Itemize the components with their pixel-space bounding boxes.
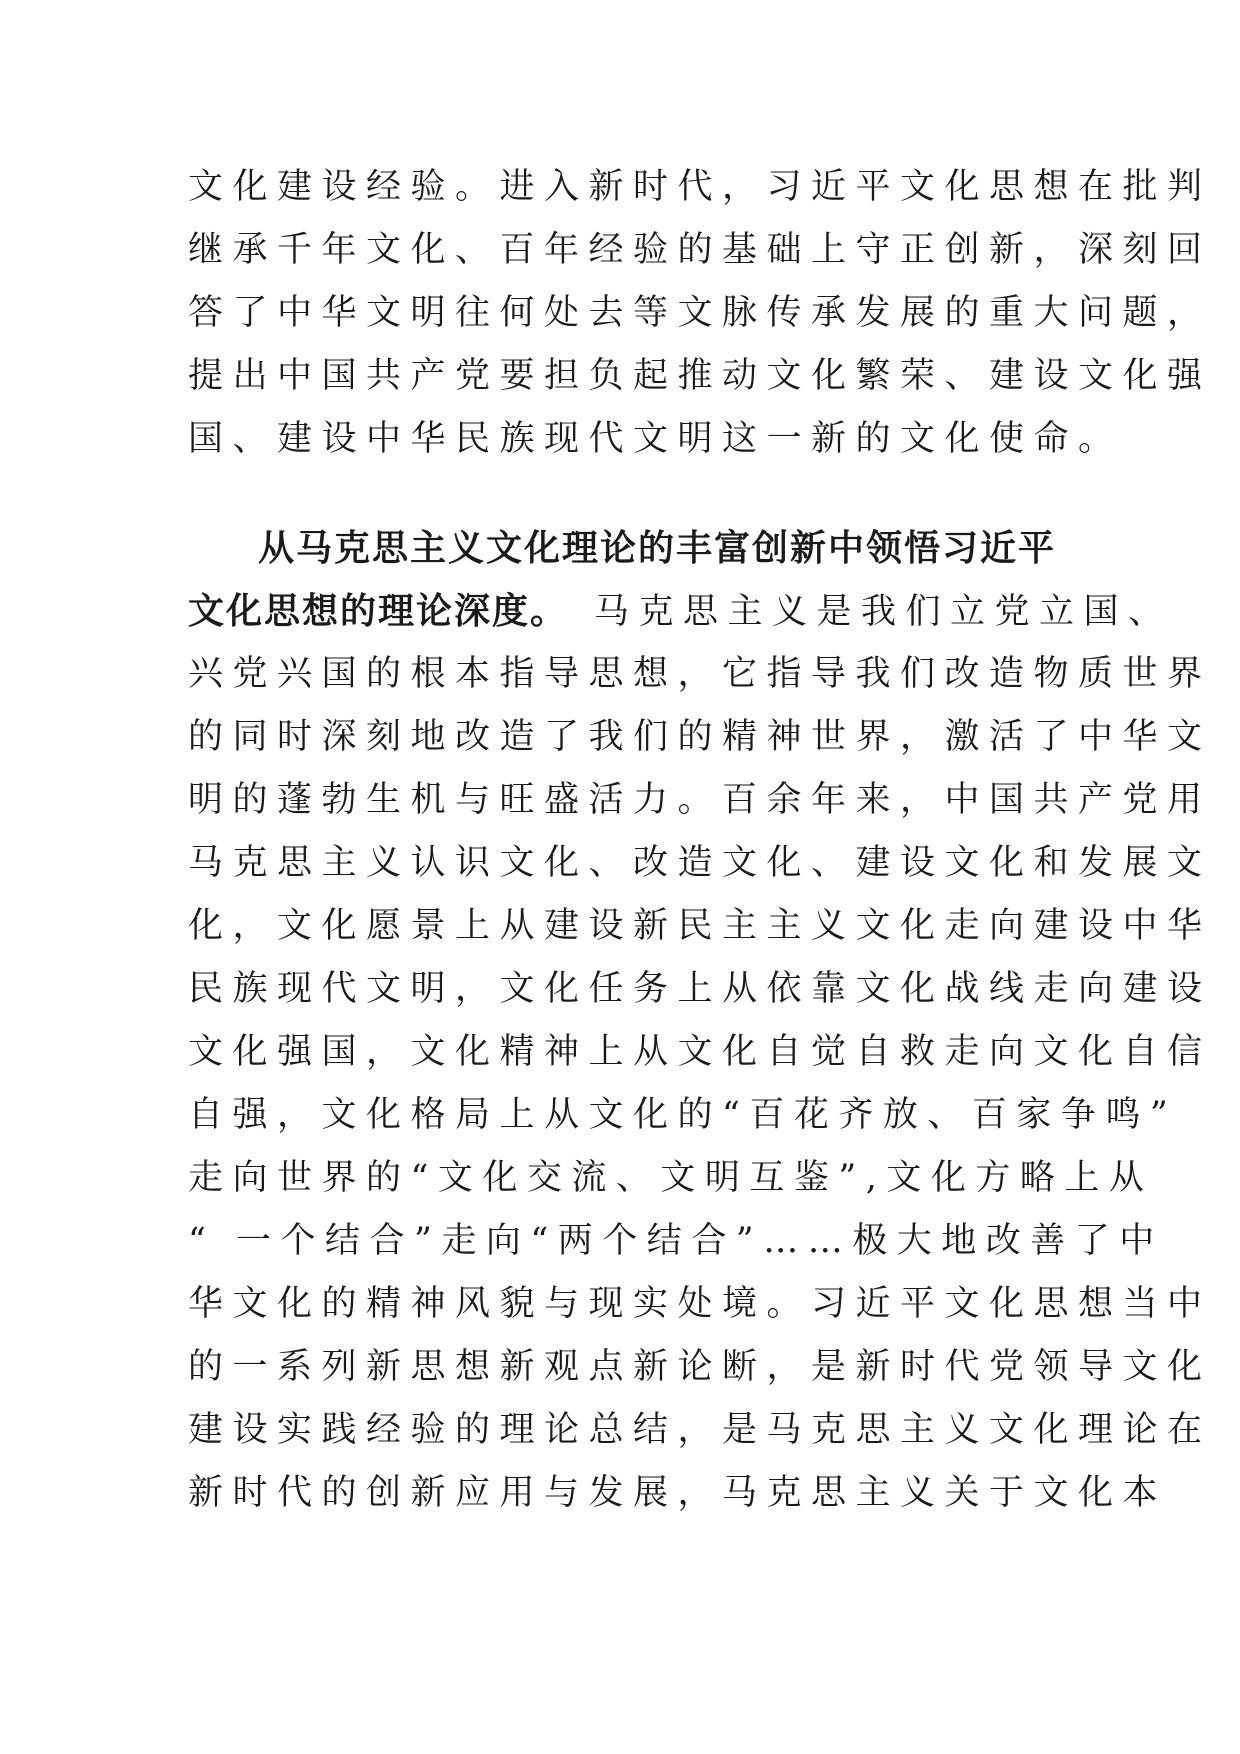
text-line: 提出中国共产党要担负起推动文化繁荣、建设文化强: [188, 356, 1212, 396]
paragraph-2: [188, 517, 1212, 1525]
text-line: 文化强国，文化精神上从文化自觉自救走向文化自信: [188, 1032, 1212, 1072]
text-line: 答了中华文明往何处去等文脉传承发展的重大问题，: [188, 293, 1212, 333]
section-heading-line-1: 从马克思主义文化理论的丰富创新中领悟习近平: [258, 528, 1057, 569]
text-line: 马克思主义认识文化、改造文化、建设文化和发展文: [188, 843, 1212, 883]
text-line: 华文化的精神风貌与现实处境。习近平文化思想当中: [188, 1284, 1212, 1324]
body-text-start: 马克思主义是我们立党立国、: [594, 592, 1173, 632]
text-line: 的一系列新思想新观点新论断，是新时代党领导文化: [188, 1347, 1212, 1387]
text-line: 明的蓬勃生机与旺盛活力。百余年来，中国共产党用: [188, 780, 1212, 820]
text-line: “ 一个结合”走向“两个结合”……极大地改善了中: [188, 1221, 1164, 1261]
text-line: 自强，文化格局上从文化的“百花齐放、百家争鸣”: [188, 1095, 1178, 1135]
section-heading-line-2: 文化思想的理论深度。: [188, 591, 569, 632]
text-line: 国、建设中华民族现代文明这一新的文化使命。: [188, 419, 1123, 459]
text-line: 走向世界的“文化交流、文明互鉴”,文化方略上从: [188, 1158, 1154, 1198]
text-line: [188, 580, 1173, 643]
text-line: 的同时深刻地改造了我们的精神世界，激活了中华文: [188, 717, 1212, 757]
text-line: 建设实践经验的理论总结，是马克思主义文化理论在: [188, 1410, 1212, 1450]
text-line: 文化建设经验。进入新时代，习近平文化思想在批判: [188, 167, 1212, 207]
text-line: 兴党兴国的根本指导思想，它指导我们改造物质世界: [188, 654, 1212, 694]
text-line: 化，文化愿景上从建设新民主主义文化走向建设中华: [188, 906, 1212, 946]
text-line: 民族现代文明，文化任务上从依靠文化战线走向建设: [188, 969, 1212, 1009]
paragraph-1: [188, 156, 1212, 471]
text-line: 继承千年文化、百年经验的基础上守正创新，深刻回: [188, 230, 1212, 270]
text-line: 新时代的创新应用与发展，马克思主义关于文化本: [188, 1473, 1168, 1513]
